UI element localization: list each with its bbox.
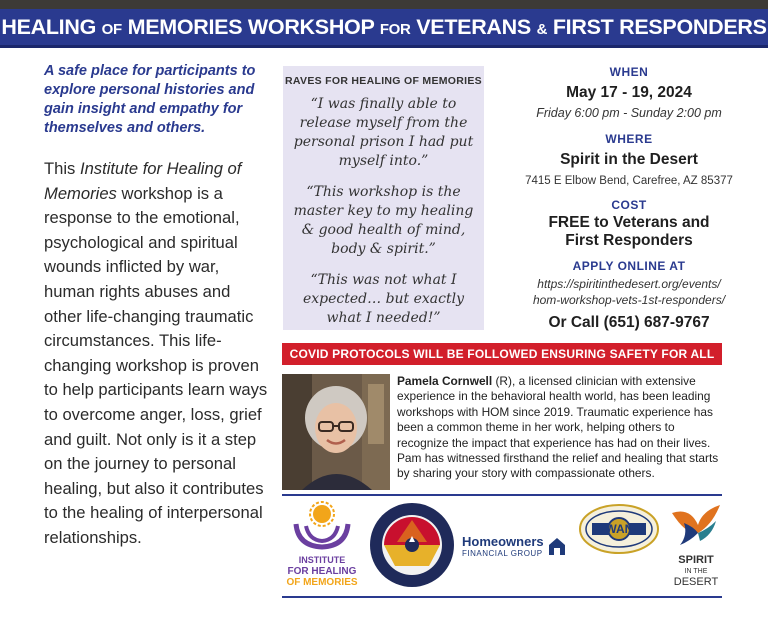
apply-section bbox=[498, 259, 760, 332]
kiwanis-k: KIWANIS bbox=[593, 522, 645, 536]
testimonial-quote: “This was not what I expected… but exactly what I needed!” bbox=[302, 272, 465, 326]
testimonial-quote: “This workshop is the master key to my healing & good health of mind, body & spirit.” bbox=[293, 184, 474, 257]
presenter-name: Pamela Cornwell bbox=[397, 374, 493, 388]
house-icon bbox=[548, 536, 566, 556]
event-dates: May 17 - 19, 2024 bbox=[566, 84, 692, 101]
kiwanis-logo bbox=[578, 503, 660, 563]
cost-line-2: First Responders bbox=[565, 232, 693, 249]
phone-number[interactable]: Or Call (651) 687-9767 bbox=[548, 314, 710, 331]
page-title: HEALING OF MEMORIES WORKSHOP FOR VETERANS & FIRST RESPONDERS bbox=[1, 14, 767, 39]
bottom-rule bbox=[282, 596, 722, 598]
covid-text: COVID PROTOCOLS WILL BE FOLLOWED ENSURING SAFETY FOR ALL bbox=[289, 347, 715, 361]
cost-section bbox=[498, 198, 760, 250]
apply-url-line-1[interactable]: https://spiritinthedesert.org/events/ bbox=[537, 277, 721, 291]
apply-label: APPLY ONLINE AT bbox=[572, 259, 686, 273]
hom-logo: INSTITUTE FOR HEALING OF MEMORIES bbox=[282, 500, 362, 588]
presenter-photo bbox=[282, 374, 390, 490]
title-banner bbox=[0, 9, 768, 48]
arizona-veterans-seal-icon bbox=[369, 502, 455, 588]
event-times: Friday 6:00 pm - Sunday 2:00 pm bbox=[536, 106, 722, 120]
presenter-bio: Pamela Cornwell (R), a licensed clinician with extensive experience in the behavioral health world, has been leading workshops with HOM since 2019. Traumatic experience has been a common theme in her work, helping others to recognize the impact that experience has had on their lives. Pam has witnessed firsthand the relief and healing that starts by sharing your story with compassionate others. bbox=[397, 374, 719, 481]
cost-line-1: FREE to Veterans and bbox=[548, 214, 710, 231]
venue-name: Spirit in the Desert bbox=[560, 151, 698, 168]
bird-icon bbox=[668, 503, 724, 547]
venue-address: 7415 E Elbow Bend, Carefree, AZ 85377 bbox=[525, 175, 733, 187]
cost-label: COST bbox=[611, 198, 647, 212]
workshop-description: This Institute for Healing of Memories workshop is a response to the emotional, psychological and spiritual wounds inflicted by war, human rights abuses and other life-changing traumatic circumstances. This life-changing workshop is proven to help participants learn ways to overcome anger, loss, grief and guilt. Not only is it a step on the journey to personal healing, but also it contributes to the healing of interpersonal relationships. bbox=[44, 159, 268, 547]
apply-url-line-2[interactable]: hom-workshop-vets-1st-responders/ bbox=[532, 293, 726, 307]
hom-emblem-icon bbox=[282, 500, 362, 550]
intro-tagline: A safe place for participants to explore personal histories and gain insight and empathy for themselves and others. bbox=[44, 63, 256, 136]
testimonial-quote: “I was finally able to release myself from the personal prison I had put myself into.” bbox=[293, 96, 474, 169]
raves-box bbox=[283, 66, 484, 330]
top-photo-strip bbox=[0, 0, 768, 9]
when-section bbox=[498, 65, 760, 121]
spirit-in-the-desert-logo: SPIRIT IN THE DESERT bbox=[668, 503, 724, 589]
covid-banner bbox=[282, 343, 722, 365]
raves-title: RAVES FOR HEALING OF MEMORIES bbox=[285, 75, 482, 87]
homeowners-logo: Homeowners FINANCIAL GROUP bbox=[462, 535, 570, 561]
when-label: WHEN bbox=[609, 65, 649, 79]
where-label: WHERE bbox=[605, 132, 653, 146]
divider-rule bbox=[282, 494, 722, 496]
where-section bbox=[498, 132, 760, 189]
